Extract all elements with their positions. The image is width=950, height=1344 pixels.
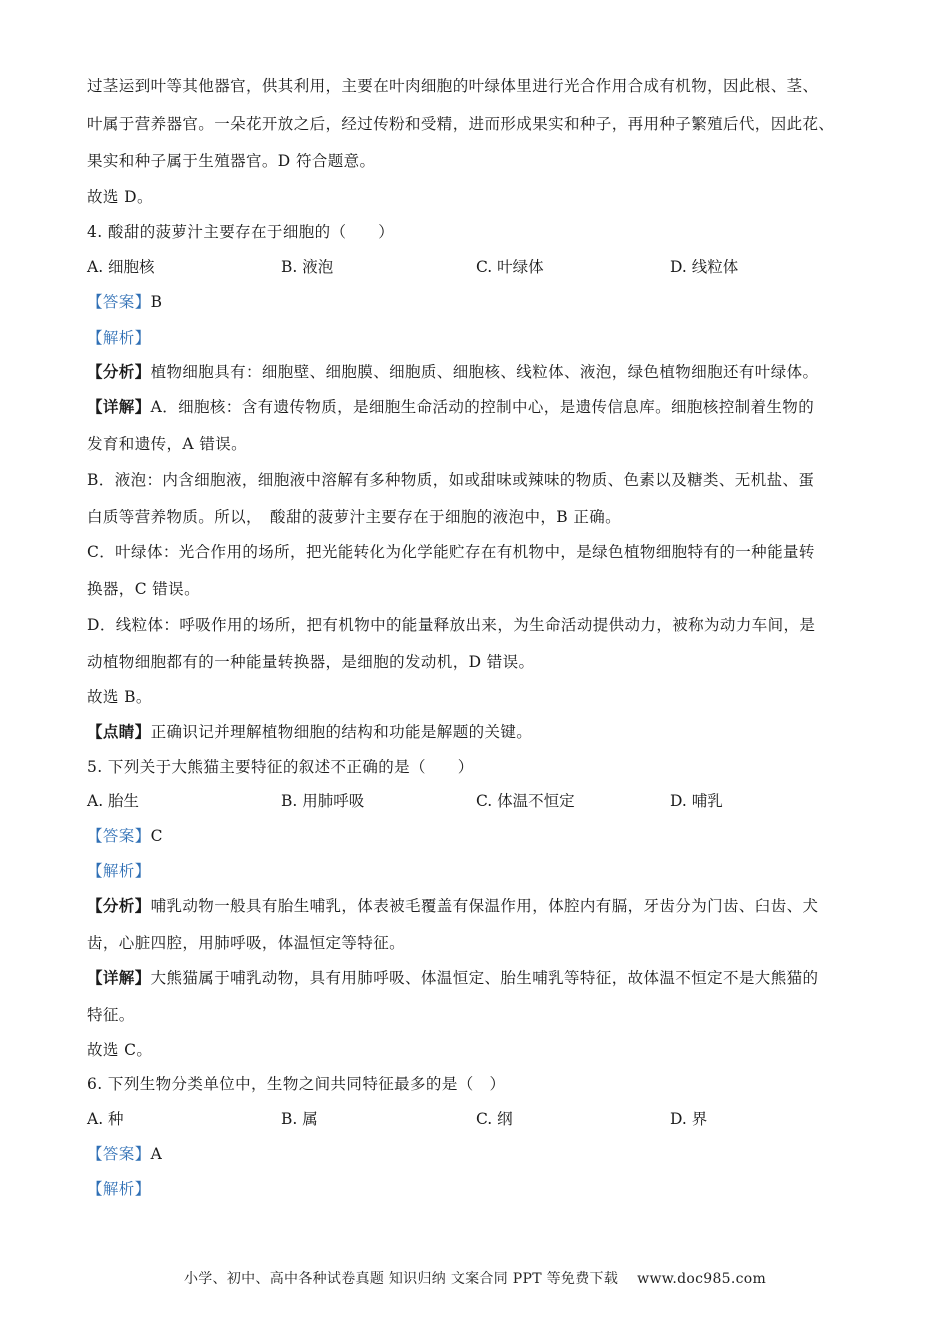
xiangjie-text: 大熊猫属于哺乳动物，具有用肺呼吸、体温恒定、胎生哺乳等特征，故体温不恒定不是大熊猫的 (150, 969, 819, 987)
answer-line (87, 291, 877, 313)
paragraph-line: C．叶绿体：光合作用的场所，把光能转化为化学能贮存在有机物中，是绿色植物细胞特有的一种能量转 (87, 543, 815, 561)
question-stem: 5. 下列关于大熊猫主要特征的叙述不正确的是（ ） (87, 758, 474, 776)
paragraph-line: B．液泡：内含细胞液，细胞液中溶解有多种物质，如或甜味或辣味的物质、色素以及糖类、无机盐、蛋 (87, 471, 815, 489)
fenxi-line (87, 895, 877, 917)
page-footer: 小学、初中、高中各种试卷真题 知识归纳 文案合同 PPT 等免费下载 www.doc985.com (183, 1271, 767, 1287)
option-d: D. 哺乳 (670, 792, 723, 810)
paragraph-line: 过茎运到叶等其他器官，供其利用，主要在叶肉细胞的叶绿体里进行光合作用合成有机物，因此根、茎、 (87, 77, 819, 95)
answer-line (87, 825, 877, 847)
paragraph-line: 叶属于营养器官。一朵花开放之后，经过传粉和受精，进而形成果实和种子，再用种子繁殖后代，因此花、 (87, 115, 835, 133)
conclusion-line: 故选 B。 (87, 688, 152, 706)
option-a: A. 胎生 (87, 792, 140, 810)
option-c: C. 体温不恒定 (476, 792, 575, 810)
option-a: A. 种 (87, 1110, 124, 1128)
paragraph-line: 换器，C 错误。 (87, 580, 200, 598)
analysis-tag: 【解析】 (87, 329, 151, 347)
dianjing-line (87, 721, 877, 743)
conclusion-line: 故选 C。 (87, 1041, 153, 1059)
paragraph-line: 白质等营养物质。所以， 酸甜的菠萝汁主要存在于细胞的液泡中，B 正确。 (87, 508, 622, 526)
paragraph-line: 齿，心脏四腔，用肺呼吸，体温恒定等特征。 (87, 934, 406, 952)
question-stem: 4. 酸甜的菠萝汁主要存在于细胞的（ ） (87, 223, 395, 241)
xiangjie-text: A．细胞核：含有遗传物质，是细胞生命活动的控制中心，是遗传信息库。细胞核控制着生物的 (150, 398, 815, 416)
option-b: B. 液泡 (281, 258, 334, 276)
analysis-tag: 【解析】 (87, 1180, 151, 1198)
paragraph-line: 动植物细胞都有的一种能量转换器，是细胞的发动机，D 错误。 (87, 653, 535, 671)
paragraph-line: D．线粒体：呼吸作用的场所，把有机物中的能量释放出来，为生命活动提供动力，被称为动力车间，是 (87, 616, 816, 634)
answer-value: B (150, 293, 163, 311)
fenxi-tag: 【分析】 (87, 896, 151, 915)
answer-line (87, 1143, 877, 1165)
answer-value: A (150, 1145, 163, 1163)
fenxi-tag: 【分析】 (87, 362, 151, 381)
paragraph-line: 特征。 (87, 1006, 135, 1024)
answer-tag: 【答案】 (87, 827, 151, 845)
dianjing-text: 正确识记并理解植物细胞的结构和功能是解题的关键。 (150, 723, 533, 741)
paragraph-line: 发育和遗传，A 错误。 (87, 435, 248, 453)
option-b: B. 属 (281, 1110, 318, 1128)
xiangjie-line (87, 396, 877, 418)
answer-tag: 【答案】 (87, 293, 151, 311)
dianjing-tag: 【点睛】 (87, 722, 151, 741)
question-stem: 6. 下列生物分类单位中，生物之间共同特征最多的是（ ） (87, 1075, 506, 1093)
answer-value: C (150, 827, 163, 845)
fenxi-line (87, 361, 877, 383)
analysis-tag: 【解析】 (87, 862, 151, 880)
option-c: C. 叶绿体 (476, 258, 544, 276)
answer-tag: 【答案】 (87, 1145, 151, 1163)
paragraph-line: 果实和种子属于生殖器官。D 符合题意。 (87, 152, 376, 170)
option-c: C. 纲 (476, 1110, 513, 1128)
option-d: D. 线粒体 (670, 258, 739, 276)
conclusion-line: 故选 D。 (87, 188, 153, 206)
fenxi-text: 植物细胞具有：细胞壁、细胞膜、细胞质、细胞核、线粒体、液泡，绿色植物细胞还有叶绿体。 (150, 363, 819, 381)
option-a: A. 细胞核 (87, 258, 155, 276)
fenxi-text: 哺乳动物一般具有胎生哺乳，体表被毛覆盖有保温作用，体腔内有膈，牙齿分为门齿、臼齿、犬 (150, 897, 819, 915)
xiangjie-tag: 【详解】 (87, 968, 151, 987)
option-b: B. 用肺呼吸 (281, 792, 365, 810)
option-d: D. 界 (670, 1110, 708, 1128)
xiangjie-tag: 【详解】 (87, 397, 151, 416)
xiangjie-line (87, 967, 877, 989)
